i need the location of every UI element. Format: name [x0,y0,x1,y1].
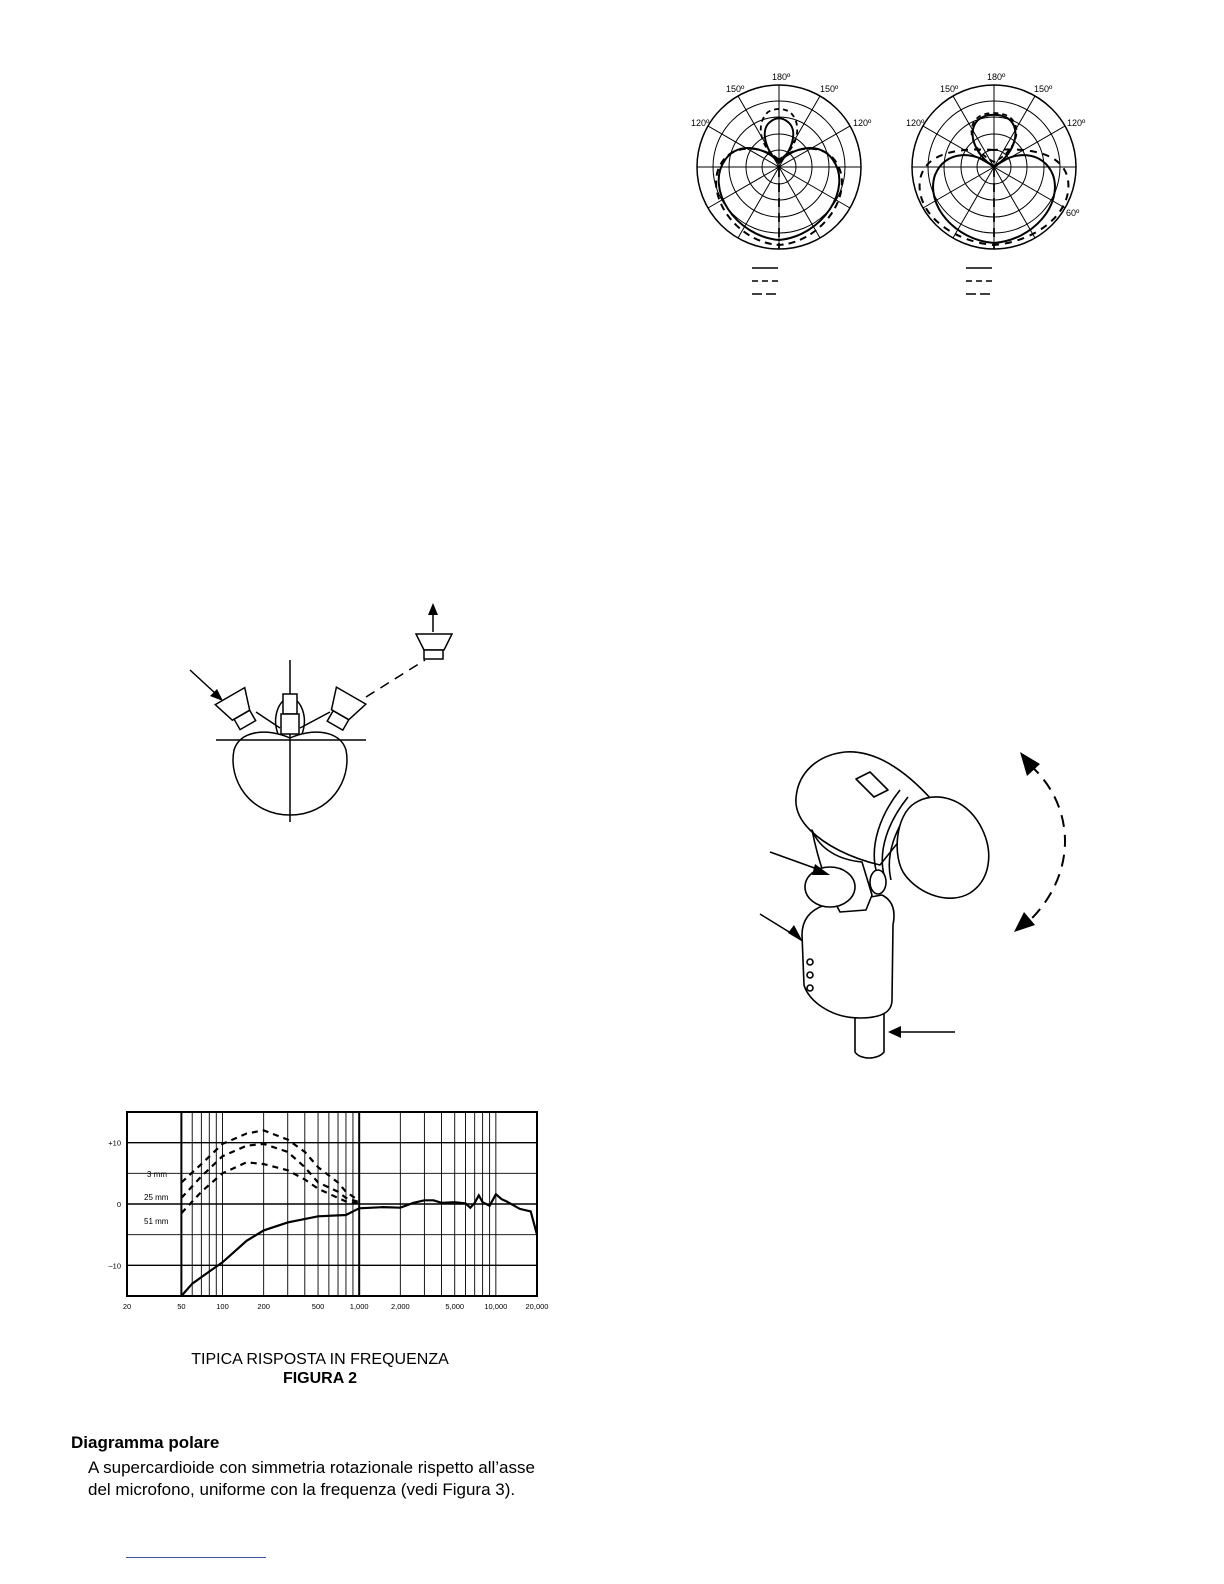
chart-x-tick-labels [123,1302,549,1311]
polar-left-legend [752,268,778,294]
figure2-caption [120,1350,520,1388]
figure2-caption-title: TIPICA RISPOSTA IN FREQUENZA [191,1351,449,1368]
x-tick-label: 20,000 [525,1302,549,1311]
series-line-3mm [181,1130,359,1201]
polar-left-label-120-right: 120º [853,118,872,128]
polar-left-label-180: 180º [772,72,791,82]
curve-label-51mm: 51 mm [144,1217,169,1226]
swivel-knob [805,867,855,907]
x-tick-label: 200 [257,1302,270,1311]
x-tick-label: 100 [216,1302,229,1311]
section-body-line-2: del microfono, uniforme con la frequenza (vedi Figura 3). [88,1480,516,1499]
monitor-placement-diagram [180,600,480,830]
section-heading: Diagramma polare [71,1433,220,1452]
polar-right-label-150-right: 150º [1034,84,1053,94]
y-tick-label: 0 [116,1200,121,1209]
polar-right-label-60: 60º [1066,208,1080,218]
y-tick-label: –10 [108,1261,121,1271]
y-tick-label: +10 [108,1138,121,1148]
x-tick-label: 1,000 [349,1302,369,1311]
polar-left-label-120-left: 120º [691,118,710,128]
curve-label-3mm: 3 mm [147,1170,167,1179]
polar-right-label-120-left: 120º [906,118,925,128]
polar-pattern-section [71,1433,631,1501]
polar-right-label-180: 180º [987,72,1006,82]
frequency-response-chart [100,1105,570,1315]
x-tick-label: 10,000 [484,1302,508,1311]
section-body [88,1457,631,1501]
chart-y-tick-labels [108,1139,121,1271]
polar-diagram-left [680,60,880,310]
x-tick-label: 2,000 [390,1302,410,1311]
x-tick-label: 50 [177,1302,186,1311]
x-tick-label: 20 [122,1302,132,1311]
polar-left-label-150-left: 150º [726,84,745,94]
figure2-caption-label: FIGURA 2 [282,1370,358,1387]
microphone-grille [897,797,989,898]
polar-right-label-120-right: 120º [1067,118,1086,128]
polar-diagram-right [895,60,1095,310]
section-body-line-1: A supercardioide con simmetria rotazionale rispetto all’asse [88,1458,535,1477]
x-tick-label: 500 [311,1302,325,1311]
footnote-rule [126,1557,266,1558]
drum-clamp-body [802,895,894,1018]
polar-left-label-150-right: 150º [820,84,839,94]
polar-right-legend [966,268,992,294]
polar-right-label-150-left: 150º [940,84,959,94]
curve-label-25mm: 25 mm [144,1193,169,1202]
microphone-clamp-illustration [760,745,1100,1065]
x-tick-label: 5,000 [445,1302,465,1311]
